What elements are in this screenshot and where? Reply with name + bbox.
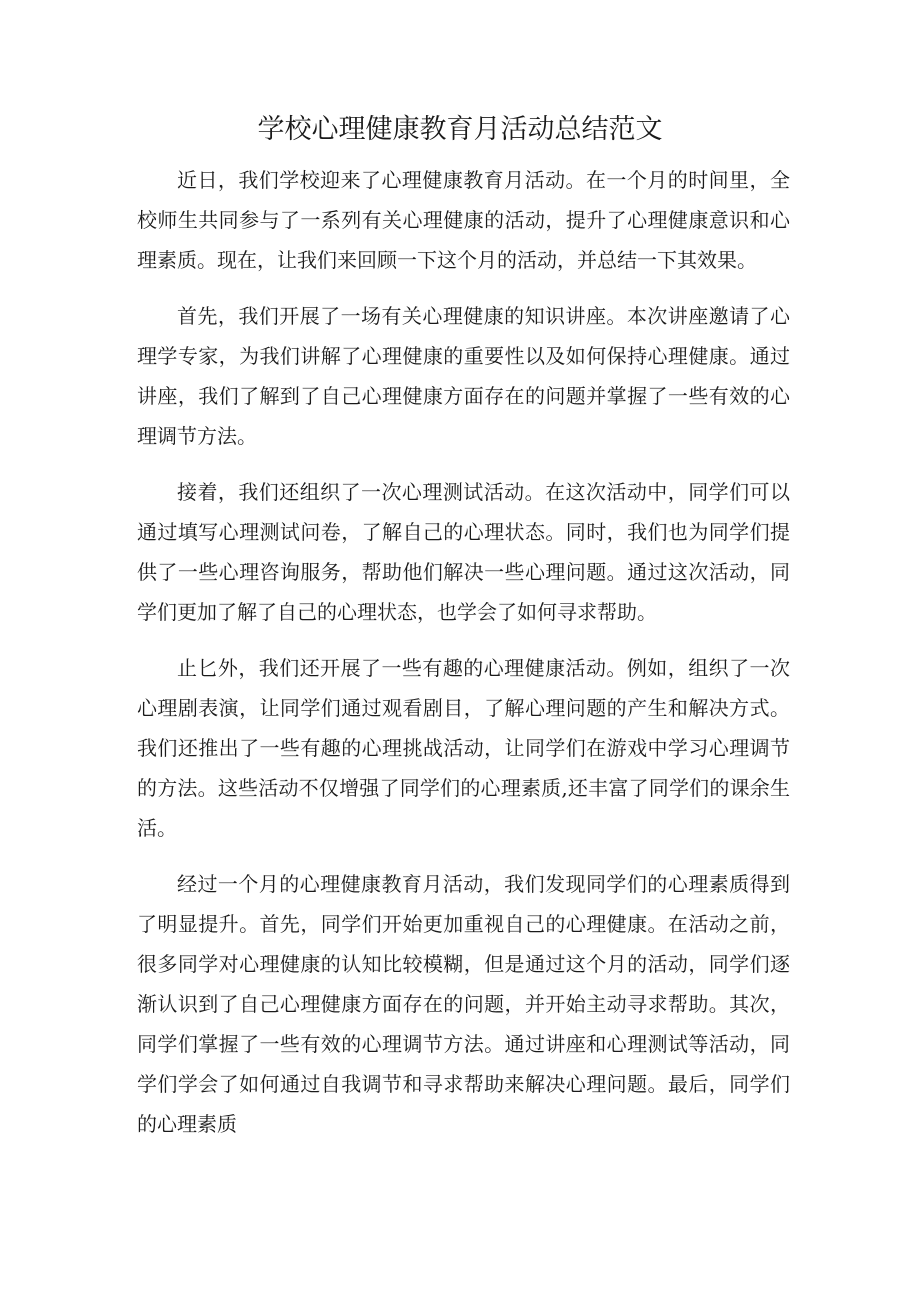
paragraph-4: 止匕外，我们还开展了一些有趣的心理健康活动。例如，组织了一次心理剧表演，让同学们通过观看剧目，了解心理问题的产生和解决方式。我们还推出了一些有趣的心理挑战活动，让同学们在游戏中学习心理调节的方法。这些活动不仅增强了同学们的心理素质,还丰富了同学们的课余生活。 [137,656,790,840]
document-body [137,160,790,1160]
paragraph-1: 近日，我们学校迎来了心理健康教育月活动。在一个月的时间里，全校师生共同参与了一系列有关心理健康的活动，提升了心理健康意识和心理素质。现在，让我们来回顾一下这个月的活动，并总结一下其效果。 [137,168,790,272]
paragraph-5: 经过一个月的心理健康教育月活动，我们发现同学们的心理素质得到了明显提升。首先，同学们开始更加重视自己的心理健康。在活动之前，很多同学对心理健康的认知比较模糊，但是通过这个月的活动，同学们逐渐认识到了自己心理健康方面存在的问题，并开始主动寻求帮助。其次，同学们掌握了一些有效的心理调节方法。通过讲座和心理测试等活动，同学们学会了如何通过自我调节和寻求帮助来解决心理问题。最后，同学们的心理素质 [137,872,790,1136]
document-title: 学校心理健康教育月活动总结范文 [257,114,663,145]
paragraph-3: 接着，我们还组织了一次心理测试活动。在这次活动中，同学们可以通过填写心理测试问卷，了解自己的心理状态。同时，我们也为同学们提供了一些心理咨询服务，帮助他们解决一些心理问题。通过这次活动，同学们更加了解了自己的心理状态，也学会了如何寻求帮助。 [137,480,790,624]
paragraph-2: 首先，我们开展了一场有关心理健康的知识讲座。本次讲座邀请了心理学专家，为我们讲解了心理健康的重要性以及如何保持心理健康。通过讲座，我们了解到了自己心理健康方面存在的问题并掌握了一些有效的心理调节方法。 [137,304,790,448]
